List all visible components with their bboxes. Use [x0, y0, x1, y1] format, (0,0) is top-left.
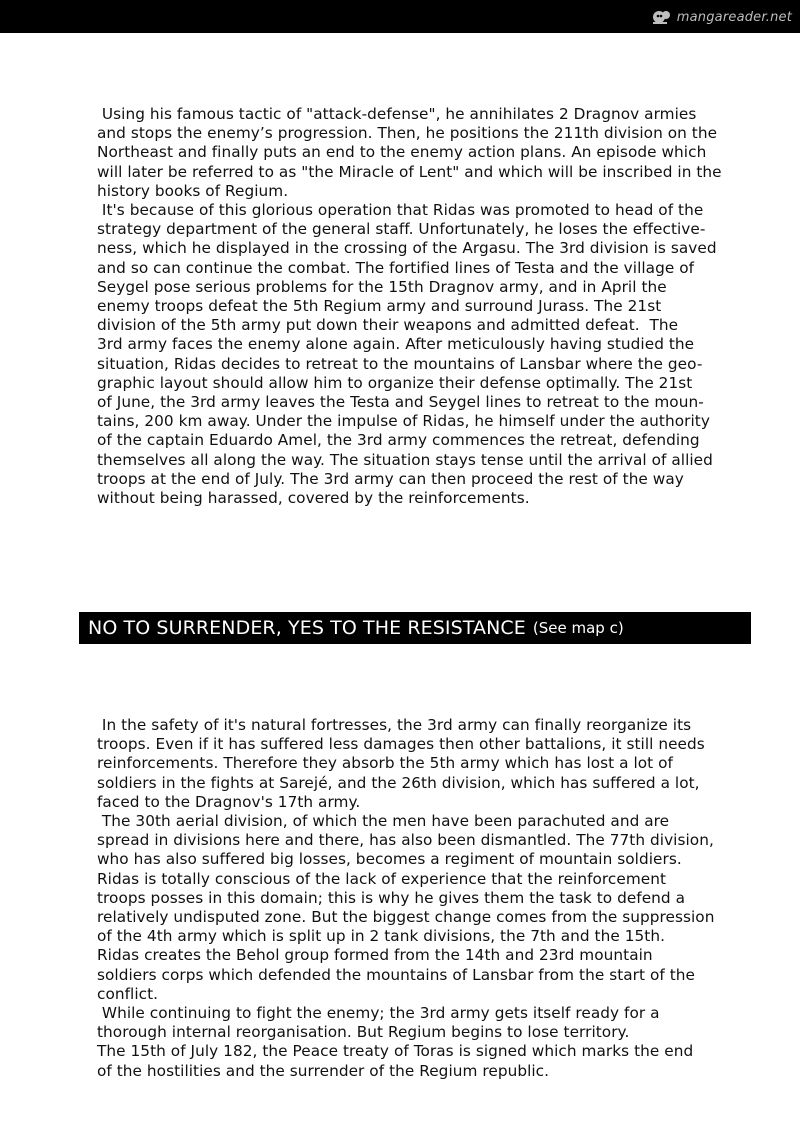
text-line: Ridas creates the Behol group formed from the 14th and 23rd mountain	[97, 946, 653, 965]
text-line: of the hostilities and the surrender of the Regium republic.	[97, 1061, 550, 1080]
text-line: While continuing to fight the enemy; the 3rd army gets itself ready for a	[97, 1004, 660, 1023]
text-section-2	[97, 716, 747, 1081]
text-line: will later be referred to as "the Miracle of Lent" and which will be inscribed in the	[97, 162, 722, 181]
text-line: reinforcements. Therefore they absorb the 5th army which has lost a lot of	[97, 754, 673, 773]
section-title: NO TO SURRENDER, YES TO THE RESISTANCE	[88, 617, 526, 639]
text-line: Seygel pose serious problems for the 15th Dragnov army, and in April the	[97, 277, 667, 296]
text-line: 3rd army faces the enemy alone again. After meticulously having studied the	[97, 335, 695, 354]
text-line: soldiers corps which defended the mountains of Lansbar from the start of the	[97, 965, 695, 984]
section-header	[79, 612, 751, 644]
map-reference: (See map c)	[532, 619, 624, 637]
text-line: without being harassed, covered by the reinforcements.	[97, 489, 530, 508]
text-line: faced to the Dragnov's 17th army.	[97, 792, 361, 811]
text-line: The 15th of July 182, the Peace treaty of Toras is signed which marks the end	[97, 1042, 694, 1061]
text-line: graphic layout should allow him to organize their defense optimally. The 21st	[97, 373, 693, 392]
text-line: conflict.	[97, 984, 159, 1003]
text-line: enemy troops defeat the 5th Regium army and surround Jurass. The 21st	[97, 297, 662, 316]
text-line: The 30th aerial division, of which the men have been parachuted and are	[97, 812, 670, 831]
text-line: tains, 200 km away. Under the impulse of Ridas, he himself under the authority	[97, 412, 710, 431]
text-line: who has also suffered big losses, becomes a regiment of mountain soldiers.	[97, 850, 682, 869]
mangareader-logo-icon	[651, 8, 673, 26]
text-line: of June, the 3rd army leaves the Testa and Seygel lines to retreat to the moun-	[97, 393, 704, 412]
text-line: It's because of this glorious operation that Ridas was promoted to head of the	[97, 201, 704, 220]
text-line: troops at the end of July. The 3rd army can then proceed the rest of the way	[97, 469, 684, 488]
text-line: and so can continue the combat. The fortified lines of Testa and the village of	[97, 258, 695, 277]
text-line: troops posses in this domain; this is why he gives them the task to defend a	[97, 888, 686, 907]
text-line: Using his famous tactic of "attack-defense", he annihilates 2 Dragnov armies	[97, 105, 697, 123]
text-line: strategy department of the general staff. Unfortunately, he loses the effective-	[97, 220, 706, 239]
text-line: thorough internal reorganisation. But Regium begins to lose territory.	[97, 1023, 630, 1042]
text-line: Northeast and finally puts an end to the enemy action plans. An episode which	[97, 143, 707, 162]
text-line: and stops the enemy’s progression. Then, he positions the 211th division on the	[97, 124, 718, 143]
text-section-1	[97, 105, 747, 508]
watermark-text: mangareader.net	[676, 9, 792, 25]
text-line: Ridas is totally conscious of the lack of experience that the reinforcement	[97, 869, 667, 888]
text-line: history books of Regium.	[97, 181, 289, 200]
watermark	[651, 8, 792, 26]
text-line: spread in divisions here and there, has also been dismantled. The 77th division,	[97, 831, 714, 850]
text-line: division of the 5th army put down their weapons and admitted defeat. The	[97, 316, 679, 335]
text-line: In the safety of it's natural fortresses, the 3rd army can finally reorganize its	[97, 716, 692, 734]
text-line: of the captain Eduardo Amel, the 3rd army commences the retreat, defending	[97, 431, 700, 450]
text-line: ness, which he displayed in the crossing of the Argasu. The 3rd division is saved	[97, 239, 717, 258]
text-line: themselves all along the way. The situation stays tense until the arrival of allied	[97, 450, 713, 469]
text-line: soldiers in the fights at Sarejé, and the 26th division, which has suffered a lot,	[97, 773, 700, 792]
text-line: relatively undisputed zone. But the biggest change comes from the suppression	[97, 908, 715, 927]
top-black-bar	[0, 0, 800, 33]
text-line: troops. Even if it has suffered less damages then other battalions, it still needs	[97, 735, 705, 754]
text-line: of the 4th army which is split up in 2 tank divisions, the 7th and the 15th.	[97, 927, 665, 946]
text-line: situation, Ridas decides to retreat to the mountains of Lansbar where the geo-	[97, 354, 703, 373]
